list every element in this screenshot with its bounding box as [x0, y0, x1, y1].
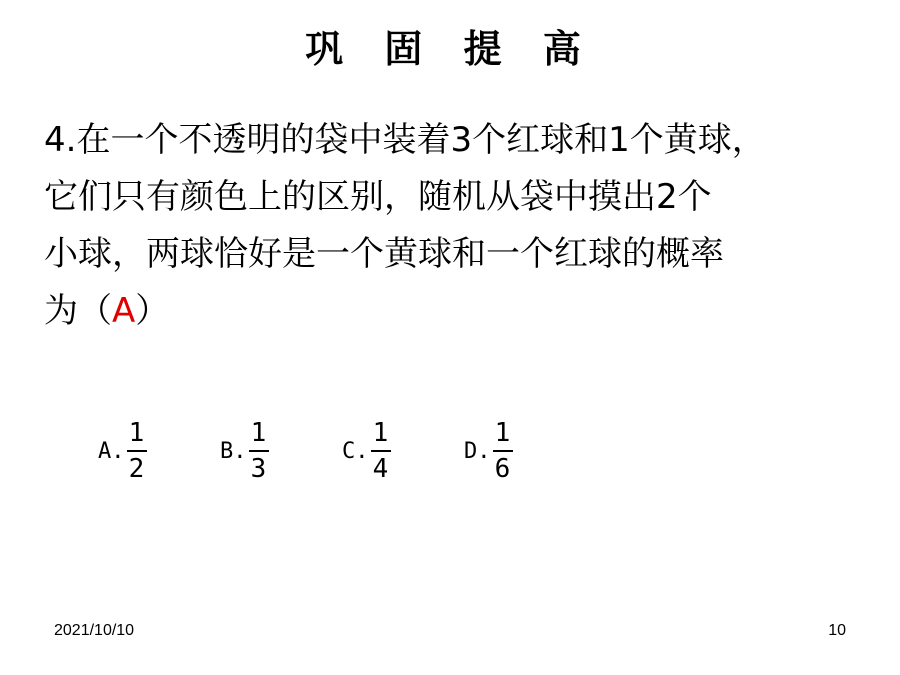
close-paren: ）	[135, 291, 170, 331]
option-c	[342, 418, 464, 484]
fraction-bar	[371, 450, 391, 452]
fraction	[493, 418, 513, 484]
fraction-bar	[127, 450, 147, 452]
fraction-bar	[493, 450, 513, 452]
question-line-3: 小球，两球恰好是一个黄球和一个红球的概率	[44, 234, 724, 274]
option-d	[464, 418, 586, 484]
fraction-bar	[249, 450, 269, 452]
denominator: 2	[128, 454, 145, 484]
option-b	[220, 418, 342, 484]
page-number: 10	[828, 622, 846, 639]
numerator: 1	[372, 418, 389, 448]
option-label: B.	[220, 438, 247, 464]
numerator: 1	[250, 418, 267, 448]
option-label: A.	[98, 438, 125, 464]
footer-date: 2021/10/10	[54, 622, 135, 639]
fraction	[371, 418, 391, 484]
denominator: 4	[372, 454, 389, 484]
option-a	[98, 418, 220, 484]
option-label: C.	[342, 438, 369, 464]
answer-options	[98, 418, 586, 484]
numerator: 1	[128, 418, 145, 448]
option-label: D.	[464, 438, 491, 464]
fraction	[127, 418, 147, 484]
question-line-4-text: 为（	[44, 291, 112, 331]
question-line-2: 它们只有颜色上的区别，随机从袋中摸出2个	[44, 177, 712, 217]
slide-title: 巩 固 提 高	[305, 27, 595, 71]
fraction	[249, 418, 269, 484]
denominator: 6	[494, 454, 511, 484]
question-text	[44, 112, 874, 340]
denominator: 3	[250, 454, 267, 484]
question-line-1: 4.在一个不透明的袋中装着3个红球和1个黄球，	[44, 120, 766, 160]
numerator: 1	[494, 418, 511, 448]
question-line-4	[44, 283, 874, 340]
answer-letter: A	[112, 291, 136, 331]
